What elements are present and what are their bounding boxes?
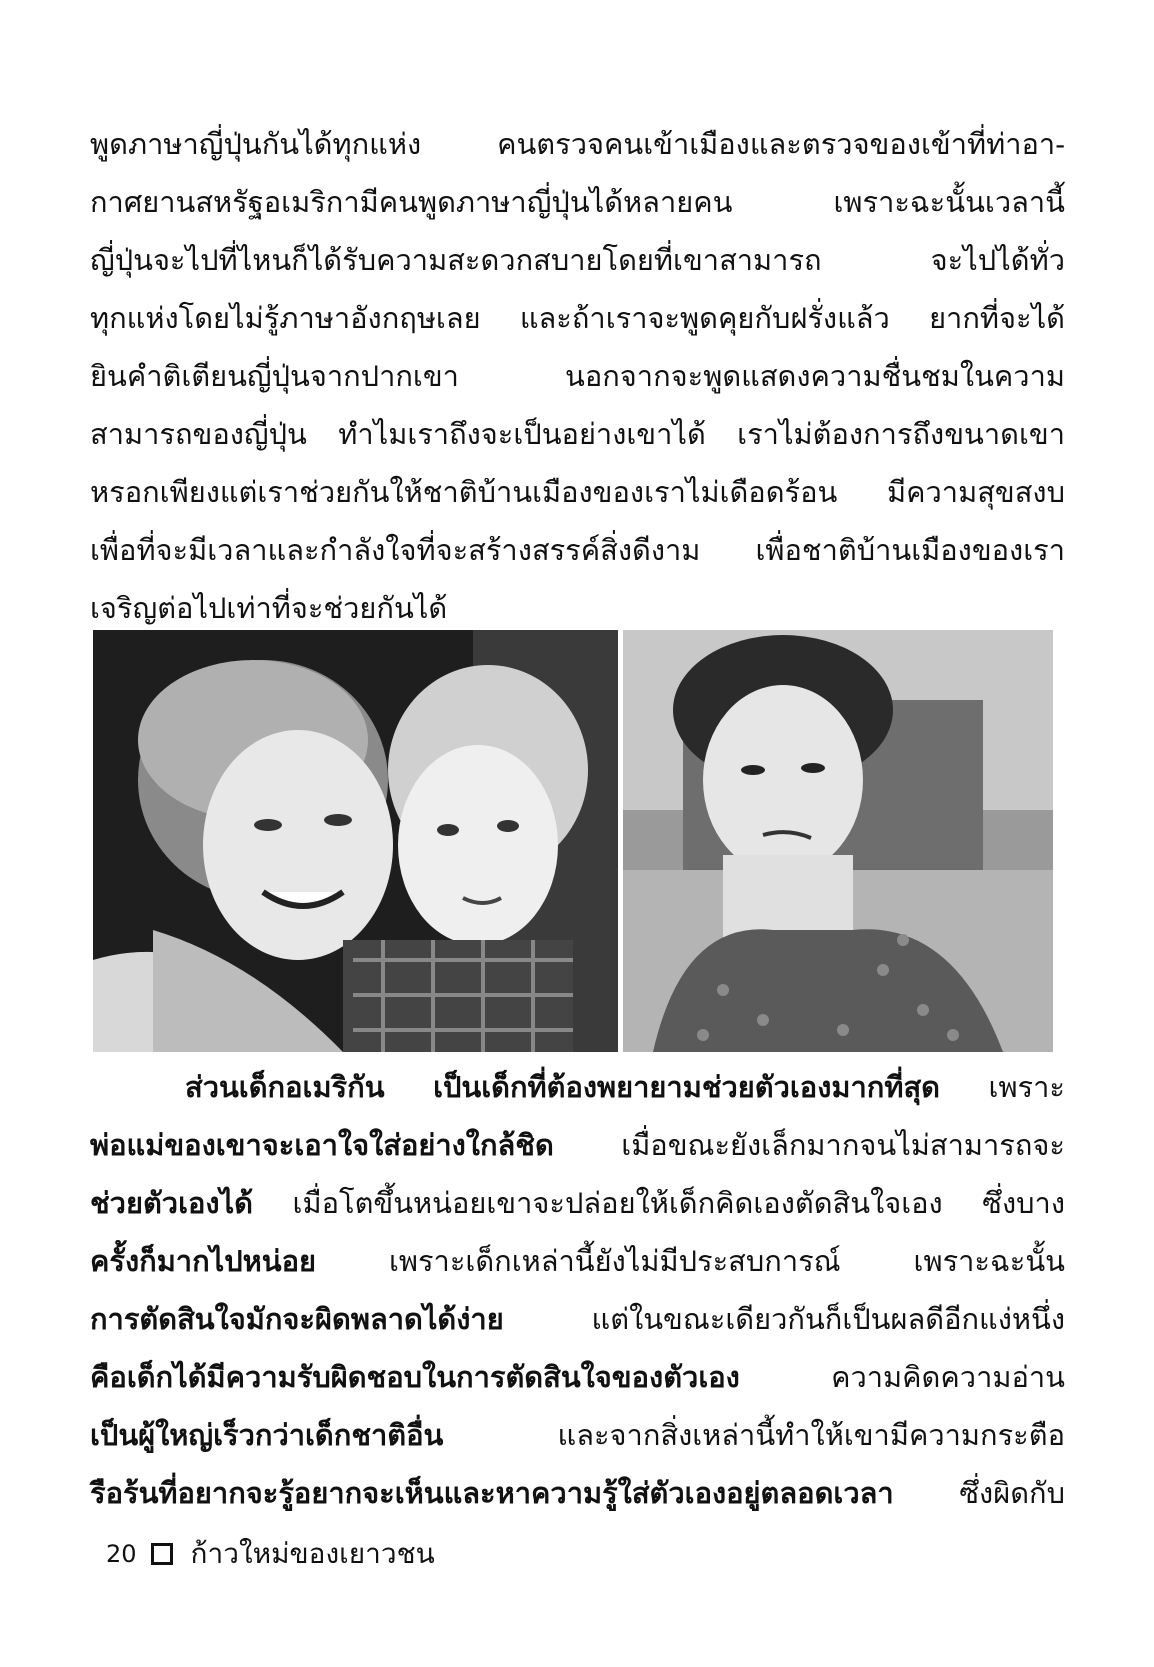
text-line [90,463,1065,521]
text-line [90,579,1065,637]
text-segment: และถ้าเราจะพูดคุยกับฝรั่งแล้ว [519,301,890,335]
text-segment: กาศยานสหรัฐอเมริกามีคนพูดภาษาญี่ปุ่นได้หลายคน [90,185,733,219]
text-segment: ทำไมเราถึงจะเป็นอย่างเขาได้ [338,417,706,451]
text-line [90,115,1065,173]
text-segment: คนตรวจคนเข้าเมืองและตรวจของเข้าที่ท่าอา- [497,127,1065,161]
text-segment: ญี่ปุ่นจะไปที่ไหนก็ได้รับความสะดวกสบายโดยที่เขาสามารถ [90,243,822,277]
photo-boy [623,630,1053,1052]
text-line [90,1290,1065,1348]
text-segment: เพราะฉะนั้นเวลานี้ [833,185,1065,219]
text-segment: เมื่อโตขึ้นหน่อยเขาจะปล่อยให้เด็กคิดเองตัดสินใจเอง [292,1186,943,1220]
text-segment: ซึ่งผิดกับ [959,1476,1065,1510]
text-segment: คือเด็กได้มีความรับผิดชอบในการตัดสินใจของตัวเอง [90,1360,740,1394]
page-footer [106,1532,435,1576]
text-segment: จะไปได้ทั่ว [930,243,1065,277]
text-segment: พ่อแม่ของเขาจะเอาใจใส่อย่างใกล้ชิด [90,1128,554,1162]
text-segment: เป็นผู้ใหญ่เร็วกว่าเด็กชาติอื่น [90,1418,444,1452]
text-line [90,1232,1065,1290]
text-segment: มีความสุขสงบ [887,475,1065,509]
text-segment: การตัดสินใจมักจะผิดพลาดได้ง่าย [90,1302,504,1336]
text-segment: รือร้นที่อยากจะรู้อยากจะเห็นและหาความรู้ใส่ตัวเองอยู่ตลอดเวลา [90,1476,894,1510]
text-segment: ซึ่งบาง [982,1186,1065,1220]
text-segment: เพราะ [988,1070,1065,1104]
running-title: ก้าวใหม่ของเยาวชน [190,1537,435,1570]
text-segment: ครั้งก็มากไปหน่อย [90,1244,316,1278]
text-line [90,231,1065,289]
text-segment: เพื่อที่จะมีเวลาและกำลังใจที่จะสร้างสรรค์สิ่งดีงาม [90,533,701,567]
text-line [90,289,1065,347]
text-segment: สามารถของญี่ปุ่น [90,417,307,451]
text-segment: เมื่อขณะยังเล็กมากจนไม่สามารถจะ [621,1128,1065,1162]
text-line [90,1464,1065,1522]
text-segment: เพราะเด็กเหล่านี้ยังไม่มีประสบการณ์ [388,1244,841,1278]
text-line [90,521,1065,579]
text-segment: แต่ในขณะเดียวกันก็เป็นผลดีอีกแง่หนึ่ง [591,1302,1065,1336]
text-segment: เพราะฉะนั้น [913,1244,1065,1278]
photo-strip [93,630,1053,1052]
text-line [90,1406,1065,1464]
text-segment: หรอกเพียงแต่เราช่วยกันให้ชาติบ้านเมืองของเราไม่เดือดร้อน [90,475,838,509]
text-line [90,347,1065,405]
page-number: 20 [106,1540,137,1568]
text-segment: ทุกแห่งโดยไม่รู้ภาษาอังกฤษเลย [90,301,481,335]
text-line [90,1174,1065,1232]
square-icon [151,1543,173,1565]
text-line [90,405,1065,463]
text-line [90,173,1065,231]
text-line [90,1116,1065,1174]
text-segment: นอกจากจะพูดแสดงความชื่นชมในความ [565,359,1065,393]
text-segment: ช่วยตัวเองได้ [90,1186,253,1220]
text-segment: เพื่อชาติบ้านเมืองของเรา [755,533,1065,567]
text-segment: เป็นเด็กที่ต้องพยายามช่วยตัวเองมากที่สุด [433,1070,940,1104]
text-segment: พูดภาษาญี่ปุ่นกันได้ทุกแห่ง [90,127,422,161]
text-line [90,1348,1065,1406]
text-segment: ยากที่จะได้ [929,301,1065,335]
text-segment: เจริญต่อไปเท่าที่จะช่วยกันได้ [90,591,448,625]
lead-heading: ส่วนเด็กอเมริกัน [185,1070,385,1104]
text-segment: ยินคำติเตียนญี่ปุ่นจากปากเขา [90,359,459,393]
text-line [185,1058,1065,1116]
text-segment: ความคิดความอ่าน [831,1360,1065,1394]
text-segment: และจากสิ่งเหล่านี้ทำให้เขามีความกระตือ [557,1418,1065,1452]
photo-woman-and-child [93,630,618,1052]
text-segment: เราไม่ต้องการถึงขนาดเขา [737,417,1065,451]
